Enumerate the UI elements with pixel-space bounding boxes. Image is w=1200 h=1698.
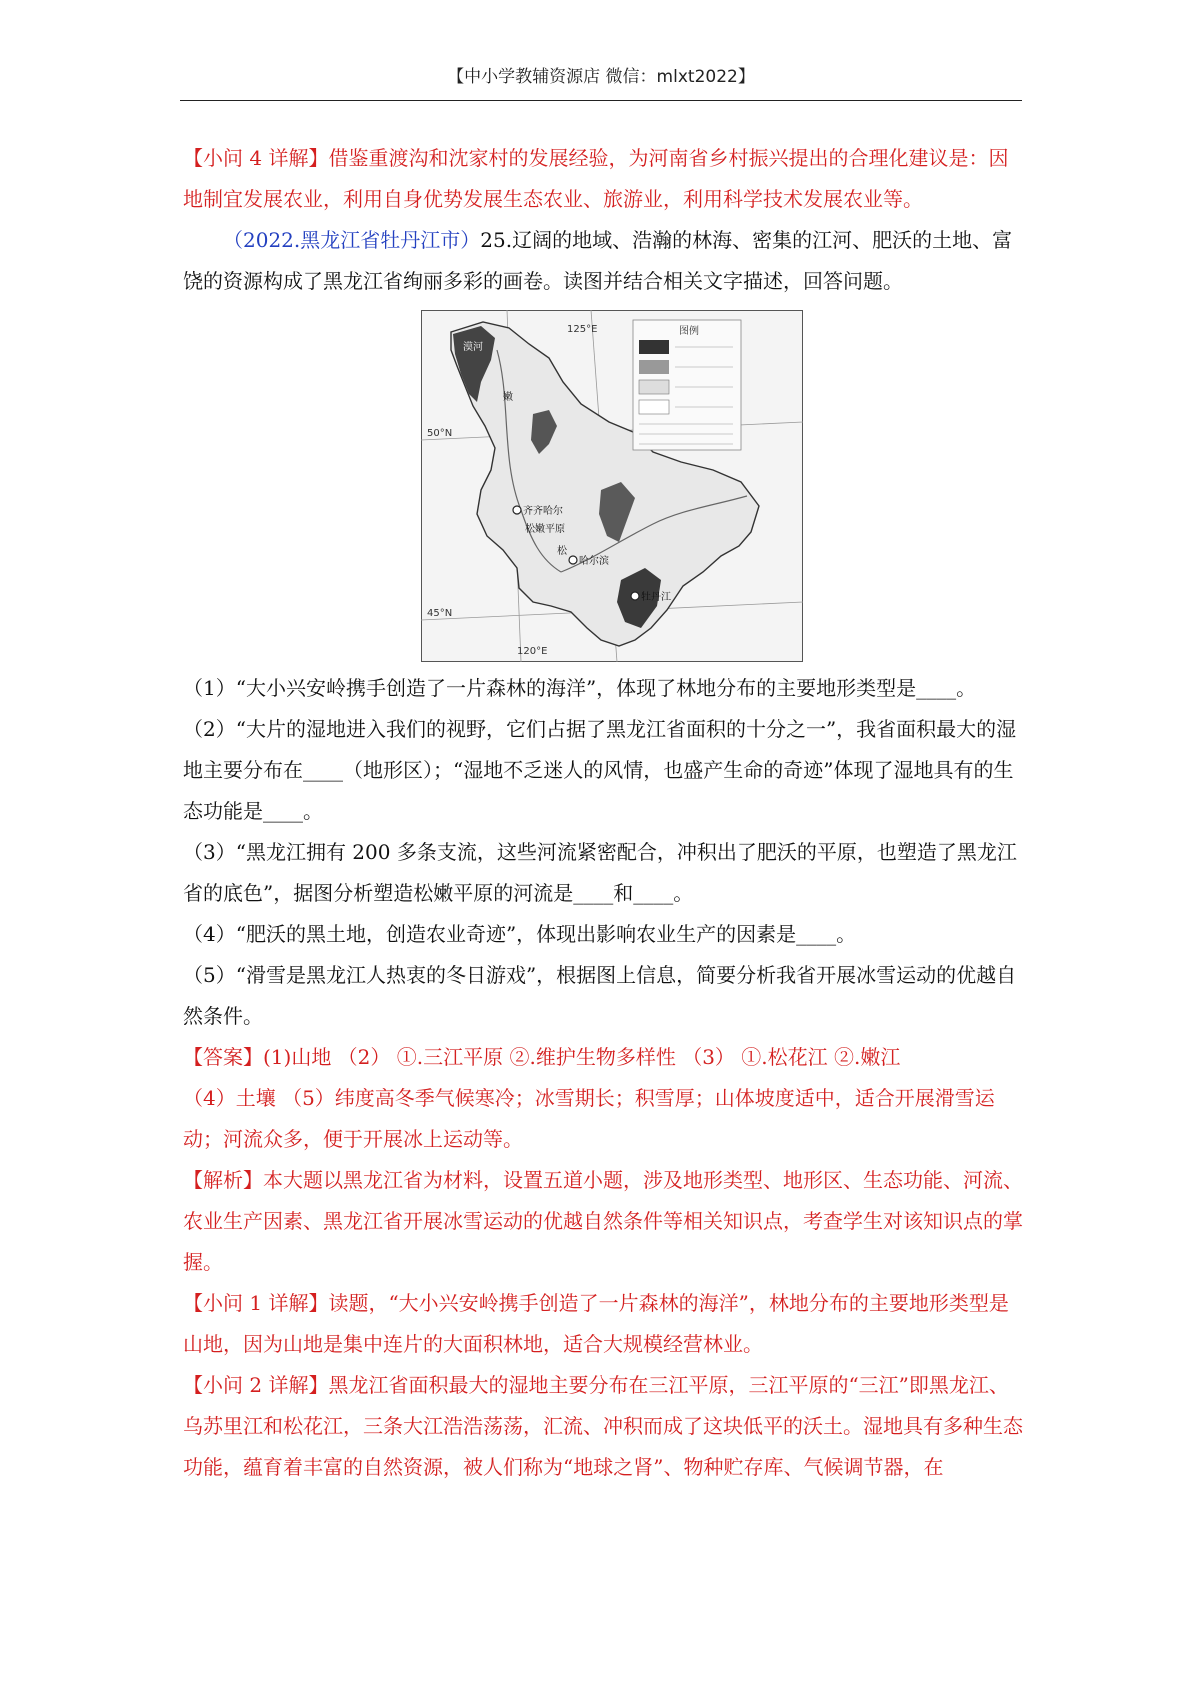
q4-detail-text: 借鉴重渡沟和沈家村的发展经验，为河南省乡村振兴提出的合理化建议是：因地制宜发展农业，利用自身优势发展生态农业、旅游业，利用科学技术发展农业等。 <box>183 146 1009 211</box>
sub-question-4: （4）“肥沃的黑土地，创造农业奇迹”，体现出影响农业生产的因素是____。 <box>183 922 857 946</box>
label-nen-river: 嫩 <box>503 392 513 403</box>
question-stem-text: 辽阔的地域、浩瀚的林海、密集的江河、肥沃的土地、富饶的资源构成了黑龙江省绚丽多彩的画卷。读图并结合相关文字描述，回答问题。 <box>183 228 1013 293</box>
answer-tag: 【答案】 <box>183 1045 263 1069</box>
map-legend <box>633 320 741 450</box>
page-header: 【中小学教辅资源店 微信：mlxt2022】 <box>447 67 755 87</box>
q2-detail-tag: 【小问 2 详解】 <box>183 1373 329 1397</box>
label-harbin: 哈尔滨 <box>579 556 609 567</box>
legend-swatch-2 <box>639 360 669 374</box>
q2-detail-paragraph <box>183 1365 1023 1488</box>
document-body <box>183 138 1023 1488</box>
label-songnen-plain: 松嫩平原 <box>525 524 565 535</box>
sub-question-2: （2）“大片的湿地进入我们的视野，它们占据了黑龙江省面积的十分之一”，我省面积最大的湿地主要分布在____（地形区）；“湿地不乏迷人的风情，也盛产生命的奇迹”体现了湿地具有的生态功能是____。 <box>183 717 1017 823</box>
answer-line-1 <box>183 1037 1023 1078</box>
label-qiqihar: 齐齐哈尔 <box>523 506 563 517</box>
legend-swatch-1 <box>639 340 669 354</box>
q4-detail-paragraph <box>183 138 1023 220</box>
sub-question-1: （1）“大小兴安岭携手创造了一片森林的海洋”，体现了林地分布的主要地形类型是____。 <box>183 676 977 700</box>
question-number: 25. <box>480 228 513 252</box>
label-lat-50: 50°N <box>427 428 453 439</box>
sub-question-5: （5）“滑雪是黑龙江人热衷的冬日游戏”，根据图上信息，简要分析我省开展冰雪运动的优越自然条件。 <box>183 963 1017 1028</box>
q1-detail-paragraph <box>183 1283 1023 1365</box>
city-mudanjiang-marker <box>631 592 639 600</box>
question-source: （2022.黑龙江省牡丹江市） <box>223 228 481 252</box>
analysis-text: 本大题以黑龙江省为材料，设置五道小题，涉及地形类型、地形区、生态功能、河流、农业生产因素、黑龙江省开展冰雪运动的优越自然条件等相关知识点，考查学生对该知识点的掌握。 <box>183 1168 1023 1274</box>
answer-text-1: (1)山地 （2） ①.三江平原 ②.维护生物多样性 （3） ①.松花江 ②.嫩江 <box>263 1045 901 1069</box>
analysis-tag: 【解析】 <box>183 1168 263 1192</box>
q4-detail-tag: 【小问 4 详解】 <box>183 146 329 170</box>
label-song-river: 松 <box>557 546 567 557</box>
label-lon-125: 125°E <box>567 324 598 335</box>
q1-detail-text: 读题，“大小兴安岭携手创造了一片森林的海洋”，林地分布的主要地形类型是山地，因为山地是集中连片的大面积林地，适合大规模经营林业。 <box>183 1291 1009 1356</box>
legend-swatch-4 <box>639 400 669 414</box>
answer-line-2: （4）土壤 （5）纬度高冬季气候寒冷；冰雪期长；积雪厚；山体坡度适中，适合开展滑雪运动；河流众多，便于开展冰上运动等。 <box>183 1086 995 1151</box>
header-rule <box>180 100 1022 101</box>
label-mohe: 漠河 <box>463 342 483 353</box>
sub-question-3: （3）“黑龙江拥有 200 多条支流，这些河流紧密配合，冲积出了肥沃的平原，也塑造了黑龙江省的底色”，据图分析塑造松嫩平原的河流是____和____。 <box>183 840 1017 905</box>
legend-swatch-3 <box>639 380 669 394</box>
question-stem <box>183 220 1023 302</box>
label-lon-120: 120°E <box>517 646 548 657</box>
city-harbin-marker <box>569 556 577 564</box>
analysis-paragraph <box>183 1160 1023 1283</box>
q2-detail-text: 黑龙江省面积最大的湿地主要分布在三江平原，三江平原的“三江”即黑龙江、乌苏里江和松花江，三条大江浩浩荡荡，汇流、冲积而成了这块低平的沃土。湿地具有多种生态功能，蕴育着丰富的自然资源，被人们称为“地球之肾”、物种贮存库、气候调节器，在 <box>183 1373 1023 1479</box>
q1-detail-tag: 【小问 1 详解】 <box>183 1291 329 1315</box>
city-qiqihar-marker <box>513 506 521 514</box>
label-mudanjiang: 牡丹江 <box>641 592 671 603</box>
heilongjiang-map <box>421 310 803 662</box>
legend-title: 图例 <box>679 326 699 337</box>
label-lat-45: 45°N <box>427 608 453 619</box>
